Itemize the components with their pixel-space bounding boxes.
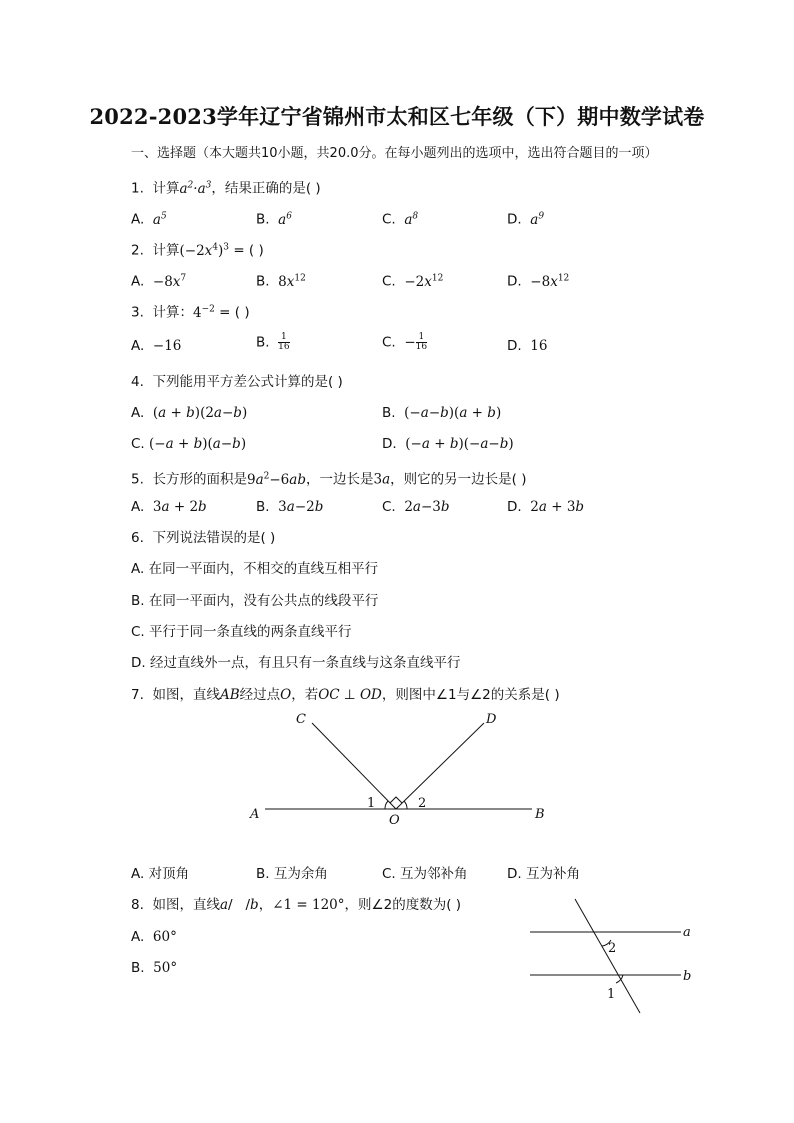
q6-option-c[interactable]: C. 平行于同一条直线的两条直线平行 xyxy=(131,624,352,640)
q2-option-d[interactable]: D. $-8x^{12}$ xyxy=(507,273,570,290)
question-6: 6. 下列说法错误的是( ) xyxy=(131,530,276,546)
q6-option-a[interactable]: A. 在同一平面内，不相交的直线互相平行 xyxy=(131,561,379,577)
q6-option-b[interactable]: B. 在同一平面内，没有公共点的线段平行 xyxy=(131,593,379,609)
label-c: C xyxy=(296,712,306,727)
q4-option-a[interactable]: A. (a + b)(2a−b) xyxy=(131,405,248,421)
q5-option-d[interactable]: D. 2a + 3b xyxy=(507,499,585,515)
q1-option-a[interactable]: A. $a^5$ xyxy=(131,211,167,228)
q8-option-b[interactable]: B. 50° xyxy=(131,960,178,976)
figure-q7 xyxy=(240,705,560,835)
q1-option-d[interactable]: D. $a^9$ xyxy=(507,211,545,228)
question-2: 2. 计算$(-2x^4)^3$ = ( ) xyxy=(131,242,264,259)
label-angle-2: 2 xyxy=(608,941,617,956)
angle-1-arc xyxy=(385,801,388,809)
label-o: O xyxy=(389,813,400,828)
q4-option-b[interactable]: B. (−a−b)(a + b) xyxy=(382,405,502,421)
angle-2-arc xyxy=(404,801,407,809)
question-1: 1. 计算$a^2\cdot a^3$，结果正确的是( ) xyxy=(131,180,321,197)
q1-option-b[interactable]: B. $a^6$ xyxy=(256,211,292,228)
q2-option-b[interactable]: B. $8x^{12}$ xyxy=(256,273,306,290)
q2-option-c[interactable]: C. $-2x^{12}$ xyxy=(382,273,444,290)
q7-option-b[interactable]: B. 互为余角 xyxy=(256,866,328,882)
question-4: 4. 下列能用平方差公式计算的是( ) xyxy=(131,374,343,390)
section-heading: 一、选择题（本大题共10小题，共20.0分。在每小题列出的选项中，选出符合题目的一项） xyxy=(131,146,658,161)
label-angle-1: 1 xyxy=(367,796,376,811)
q6-option-d[interactable]: D. 经过直线外一点，有且只有一条直线与这条直线平行 xyxy=(131,655,461,671)
q5-option-a[interactable]: A. 3a + 2b xyxy=(131,499,207,515)
right-angle-mark xyxy=(390,797,402,803)
q3-option-d[interactable]: D. 16 xyxy=(507,338,548,354)
ray-od xyxy=(396,723,484,809)
question-5: 5. 长方形的面积是$9a^2-6ab$，一边长是3a，则它的另一边长是( ) xyxy=(131,471,527,488)
label-b: B xyxy=(535,807,545,822)
q3-option-b[interactable]: B. $\frac{1}{16}$ xyxy=(256,332,290,352)
label-a: a xyxy=(683,925,691,940)
figure-q8 xyxy=(525,895,705,1020)
label-d: D xyxy=(486,712,497,727)
question-3: 3. 计算：$4^{-2}$ = ( ) xyxy=(131,304,250,321)
q1-option-c[interactable]: C. $a^8$ xyxy=(382,211,419,228)
q8-option-a[interactable]: A. 60° xyxy=(131,929,177,945)
question-7: 7. 如图，直线AB经过点O，若OC ⊥ OD，则图中∠1与∠2的关系是( ) xyxy=(131,687,560,703)
q5-option-c[interactable]: C. 2a−3b xyxy=(382,499,450,515)
q3-option-c[interactable]: C. − $\frac{1}{16}$ xyxy=(382,332,428,352)
label-angle-1: 1 xyxy=(607,987,616,1002)
q4-option-d[interactable]: D. (−a + b)(−a−b) xyxy=(382,436,514,452)
q7-option-c[interactable]: C. 互为邻补角 xyxy=(382,866,468,882)
label-b: b xyxy=(683,969,692,984)
page-title: 2022-2023学年辽宁省锦州市太和区七年级（下）期中数学试卷 xyxy=(89,104,705,129)
q5-option-b[interactable]: B. 3a−2b xyxy=(256,499,324,515)
q7-option-a[interactable]: A. 对顶角 xyxy=(131,866,190,882)
q4-option-c[interactable]: C. (−a + b)(a−b) xyxy=(131,436,247,452)
ray-oc xyxy=(312,723,396,809)
q2-option-a[interactable]: A. $-8x^7$ xyxy=(131,273,187,290)
q7-option-d[interactable]: D. 互为补角 xyxy=(507,866,580,882)
label-angle-2: 2 xyxy=(418,796,427,811)
q3-option-a[interactable]: A. −16 xyxy=(131,338,182,354)
label-a: A xyxy=(250,807,260,822)
question-8: 8. 如图，直线a/ /b，∠1 = 120°，则∠2的度数为( ) xyxy=(131,897,462,913)
